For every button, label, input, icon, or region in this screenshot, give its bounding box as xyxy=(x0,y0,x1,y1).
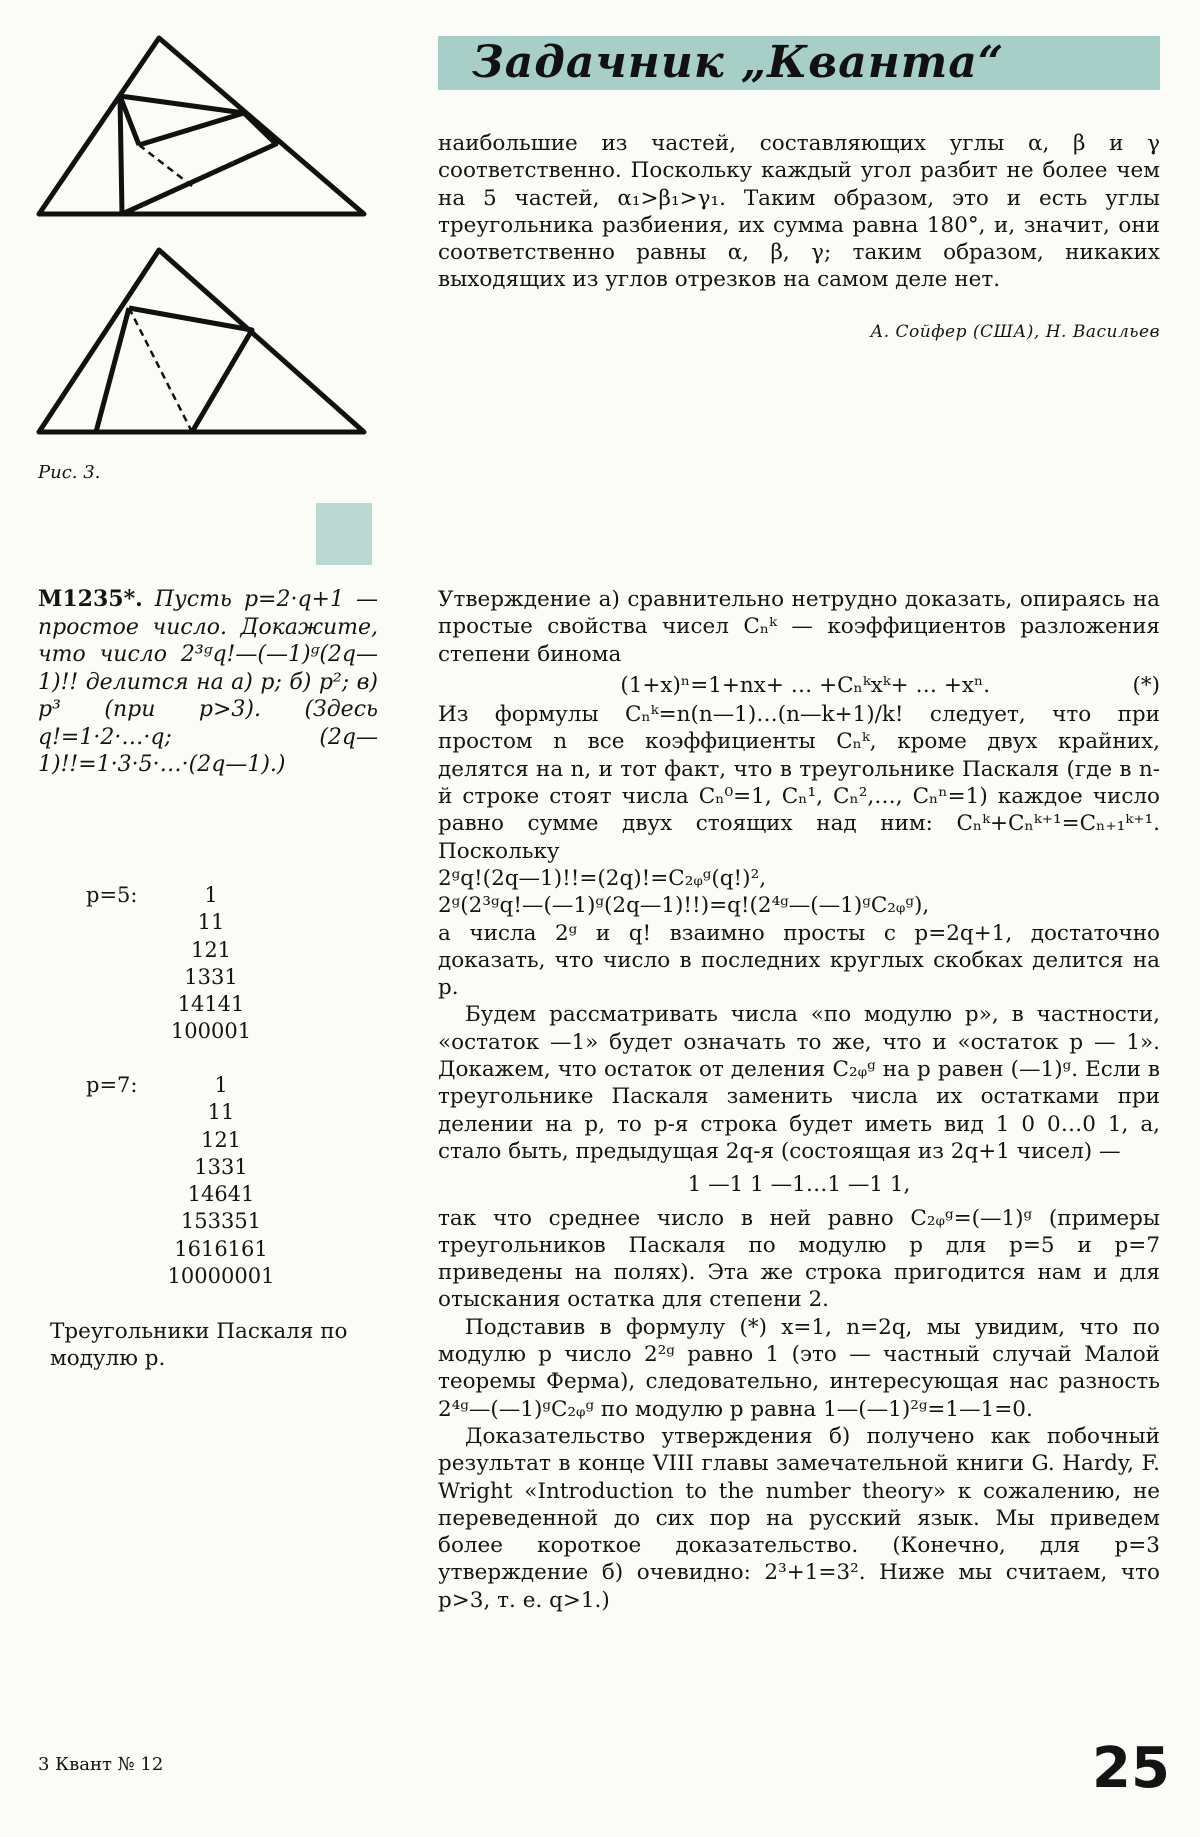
pascal-mod-7-label: p=7: xyxy=(86,1073,138,1097)
pascal-mod-7 xyxy=(86,1072,306,1297)
binomial-formula-text: (1+x)ⁿ=1+nx+ … +Cₙᵏxᵏ+ … +xⁿ. xyxy=(620,672,991,698)
page-number: 25 xyxy=(1092,1736,1170,1801)
section-banner: Задачник „Кванта“ xyxy=(438,36,1160,90)
solution-paragraph-2: Из формулы Cₙᵏ=n(n—1)…(n—k+1)/k! следует, что при простом n все коэффициенты Cₙᵏ, кроме двух крайних, делятся на n, и тот факт, что в треугольнике Паскаля (где в n-й строке стоят числа Cₙ⁰=1, Cₙ¹, Cₙ²,…, Cₙⁿ=1) каждое число равно сумме двух стоящих над ним: Cₙᵏ+Cₙᵏ⁺¹=Cₙ₊₁ᵏ⁺¹. Поскольку xyxy=(438,702,1160,864)
figure-caption: Рис. 3. xyxy=(38,462,101,483)
pascal-row: 14141 xyxy=(177,992,245,1017)
formula-row: 1 —1 1 —1…1 —1 1, xyxy=(687,1172,911,1198)
pascal-row: 11 xyxy=(197,910,225,935)
continuation-paragraph: наибольшие из частей, составляющих углы α, β и γ соответственно. Поскольку каждый угол разбит не более чем на 5 частей, α₁>β₁>γ₁. Таким образом, это и есть углы треугольника разбиения, их сумма равна 180°, и, значит, они соответственно равны α, β, γ; таким образом, никаких выходящих из углов отрезков на самом деле нет. xyxy=(438,131,1160,293)
triangle-top-inner xyxy=(120,96,276,214)
pascal-row: 1331 xyxy=(194,1154,248,1179)
formula-factorial: 2ᵍq!(2q—1)!!=(2q)!=C₂ᵩᵍ(q!)², xyxy=(438,865,767,891)
pascal-row: 121 xyxy=(200,1127,242,1152)
solution-text xyxy=(438,586,1160,1614)
pascal-mod-5 xyxy=(86,882,286,1052)
pascal-mod-5-rows xyxy=(146,882,276,1046)
pascal-row: 121 xyxy=(190,937,232,962)
pascal-row: 11 xyxy=(207,1100,235,1125)
triangle-figure xyxy=(34,30,374,450)
pascal-mod-7-rows xyxy=(146,1072,296,1290)
triangle-bottom-inner xyxy=(129,308,252,432)
authors-credit: А. Сойфер (США), Н. Васильев xyxy=(870,322,1160,342)
pascal-row: 14641 xyxy=(187,1182,255,1207)
problem-number: М1235*. xyxy=(38,586,143,612)
triangle-bottom-outline xyxy=(39,250,364,432)
solution-paragraph-3: а числа 2ᵍ и q! взаимно просты с p=2q+1, достаточно доказать, что число в последних круглых скобках делится на p. xyxy=(438,920,1160,1001)
pascal-row: 100001 xyxy=(170,1019,252,1044)
pascal-row: 1 xyxy=(214,1073,228,1097)
problem-text: Пусть p=2·q+1 — простое число. Докажите, что число 2³ᵍq!—(—1)ᵍ(2q—1)!! делится на а) p; б) p²; в) p³ (при p>3). (Здесь q!=1·2·…·q; (2q—1)!!=1·3·5·…·(2q—1).) xyxy=(38,587,378,777)
solution-paragraph-7: Доказательство утверждения б) получено как побочный результат в конце VIII главы замечательной книги G. Hardy, F. Wright «Introduction to the number theory» к сожалению, не переведенной до сих пор на русский язык. Мы приведем более короткое доказательство. (Конечно, для p=3 утверждение б) очевидно: 2³+1=3². Ниже мы считаем, что p>3, т. е. q>1.) xyxy=(438,1423,1160,1613)
solution-paragraph-5: так что среднее число в ней равно C₂ᵩᵍ=(—1)ᵍ (примеры треугольников Паскаля по модулю p для p=5 и p=7 приведены на полях). Эта же строка пригодится нам и для отыскания остатка для степени 2. xyxy=(438,1205,1160,1313)
problem-statement xyxy=(38,586,378,779)
pascal-row: 153351 xyxy=(180,1209,262,1234)
pascal-row: 1 xyxy=(204,883,218,907)
triangle-bottom-dashed xyxy=(129,308,192,432)
pascal-row: 1616161 xyxy=(174,1236,268,1261)
solution-paragraph-6: Подставив в формулу (*) x=1, n=2q, мы увидим, что по модулю p число 2²ᵍ равно 1 (это — частный случай Малой теоремы Ферма), следовательно, интересующая нас разность 2⁴ᵍ—(—1)ᵍC₂ᵩᵍ по модулю p равна 1—(—1)²ᵍ=1—1=0. xyxy=(438,1314,1160,1422)
pascal-row: 10000001 xyxy=(167,1264,275,1289)
pascal-caption: Треугольники Паскаля по модулю p. xyxy=(50,1319,348,1372)
solution-paragraph-4: Будем рассматривать числа «по модулю p», в частности, «остаток —1» будет означать то же, что и «остаток p — 1». Докажем, что остаток от деления C₂ᵩᵍ на p равен (—1)ᵍ. Если в треугольнике Паскаля заменить числа их остатками при делении на p, то p-я строка будет иметь вид 1 0 0…0 1, а, стало быть, предыдущая 2q-я (состоящая из 2q+1 чисел) — xyxy=(438,1002,1160,1164)
binomial-formula xyxy=(438,672,1160,699)
solution-paragraph-1: Утверждение а) сравнительно нетрудно доказать, опираясь на простые свойства чисел Cₙᵏ — коэффициентов разложения степени бинома xyxy=(438,587,1160,667)
decorative-swatch xyxy=(316,503,372,565)
binomial-formula-tag: (*) xyxy=(1132,672,1160,698)
pascal-row: 1331 xyxy=(184,964,238,989)
issue-footer: 3 Квант № 12 xyxy=(38,1754,164,1775)
pascal-mod-5-label: p=5: xyxy=(86,883,138,907)
triangle-top-dashed xyxy=(139,145,192,186)
continuation-text xyxy=(438,130,1160,294)
formula-difference: 2ᵍ(2³ᵍq!—(—1)ᵍ(2q—1)!!)=q!(2⁴ᵍ—(—1)ᵍC₂ᵩᵍ), xyxy=(438,893,930,919)
